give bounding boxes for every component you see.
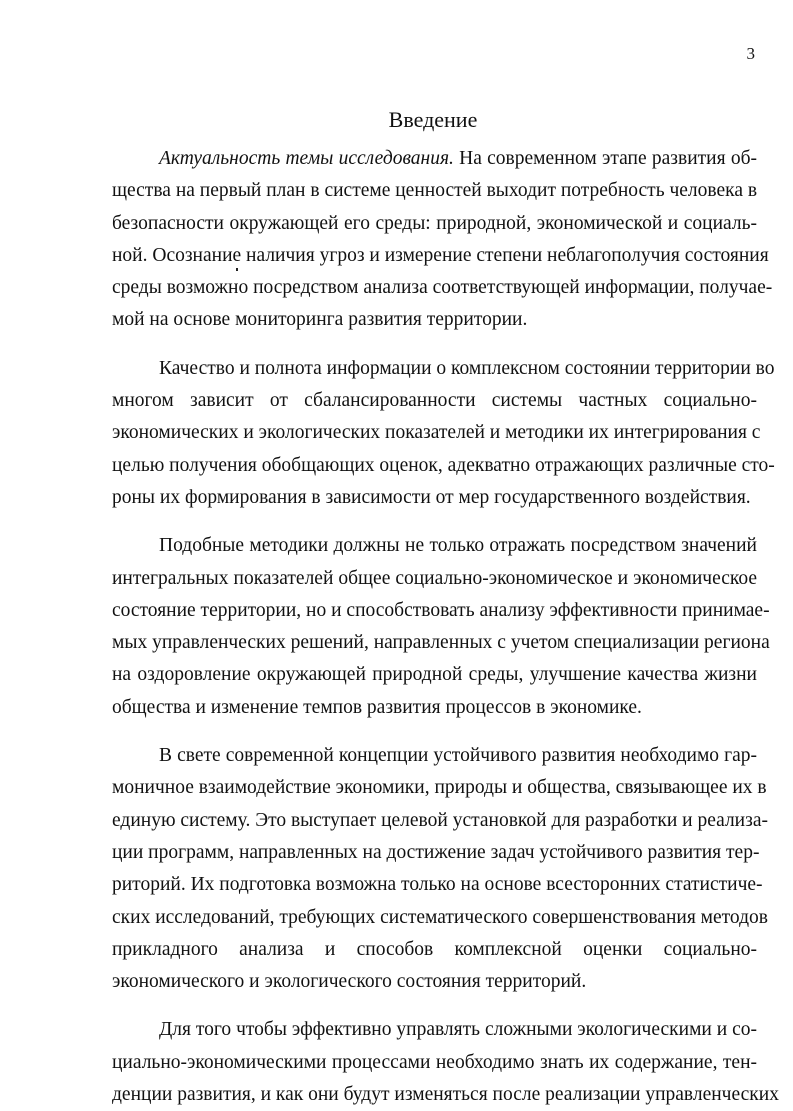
paragraph-line: Качество и полнота информации о комплексном состоянии территории во: [159, 357, 775, 379]
paragraph-line: щества на первый план в системе ценностей выходит потребность человека в: [112, 180, 758, 202]
paragraph-line: Для того чтобы эффективно управлять сложными экологическими и со-: [159, 1019, 757, 1041]
paragraph-line: мой на основе мониторинга развития территории.: [112, 309, 528, 331]
paragraph-line: роны их формирования в зависимости от мер государственного воздействия.: [112, 486, 751, 508]
paragraph-line: единую систему. Это выступает целевой установкой для разработки и реализа-: [112, 809, 768, 831]
paragraph-line: целью получения обобщающих оценок, адекватно отражающих различные сто-: [112, 454, 775, 476]
body-text: [112, 143, 779, 1111]
paragraph-relevance: [112, 143, 773, 337]
paragraph-line: среды возможно посредством анализа соответствующей информации, получае-: [112, 277, 773, 299]
paragraph-line: общества и изменение темпов развития процессов в экономике.: [112, 696, 642, 718]
page-title: Введение: [388, 107, 478, 132]
paragraph-methods: [112, 530, 770, 724]
paragraph-line: В свете современной концепции устойчивого развития необходимо гар-: [159, 745, 757, 767]
paragraph-line: Подобные методики должны не только отражать посредством значений: [159, 535, 757, 557]
paragraph-line: ной. Осознание наличия угроз и измерение степени неблагополучия состояния: [112, 244, 769, 266]
paragraph-line: циально-экономическими процессами необходимо знать их содержание, тен-: [112, 1051, 757, 1073]
paragraph-line: ции программ, направленных на достижение задач устойчивого развития тер-: [112, 841, 760, 863]
paragraph-line: состояние территории, но и способствовать анализу эффективности принимае-: [112, 599, 770, 621]
paragraph-line: прикладного анализа и способов комплексной оценки социально-: [112, 938, 757, 960]
paragraph-management: [112, 1014, 779, 1111]
paragraph-line: денции развития, и как они будут изменяться после реализации управленческих: [112, 1084, 779, 1106]
paragraph-line: ских исследований, требующих систематического совершенствования методов: [112, 906, 769, 928]
paragraph-sustainability: [112, 740, 769, 998]
paragraph-line: риторий. Их подготовка возможна только на основе всесторонних статистиче-: [112, 874, 763, 896]
paragraph-line: интегральных показателей общее социально-экономическое и экономическое: [112, 567, 757, 589]
relevance-heading: Актуальность темы исследования.: [159, 148, 454, 169]
paragraph-line: экономического и экологического состояния территорий.: [112, 971, 587, 993]
paragraph-line: экономических и экологических показателей и методики их интегрирования с: [112, 422, 761, 444]
paragraph-line: мых управленческих решений, направленных с учетом специализации региона: [112, 632, 770, 654]
paragraph-line: Актуальность темы исследования. На современном этапе развития об-: [159, 148, 757, 169]
paragraph-line: многом зависит от сбалансированности системы частных социально-: [112, 390, 757, 412]
paragraph-line: на оздоровление окружающей природной среды, улучшение качества жизни: [112, 664, 757, 686]
page-number: 3: [746, 44, 755, 63]
paragraph-quality: [112, 353, 775, 514]
paragraph-line: моничное взаимодействие экономики, природы и общества, связывающее их в: [112, 777, 767, 799]
paragraph-line: безопасности окружающей его среды: природной, экономической и социаль-: [112, 212, 757, 234]
